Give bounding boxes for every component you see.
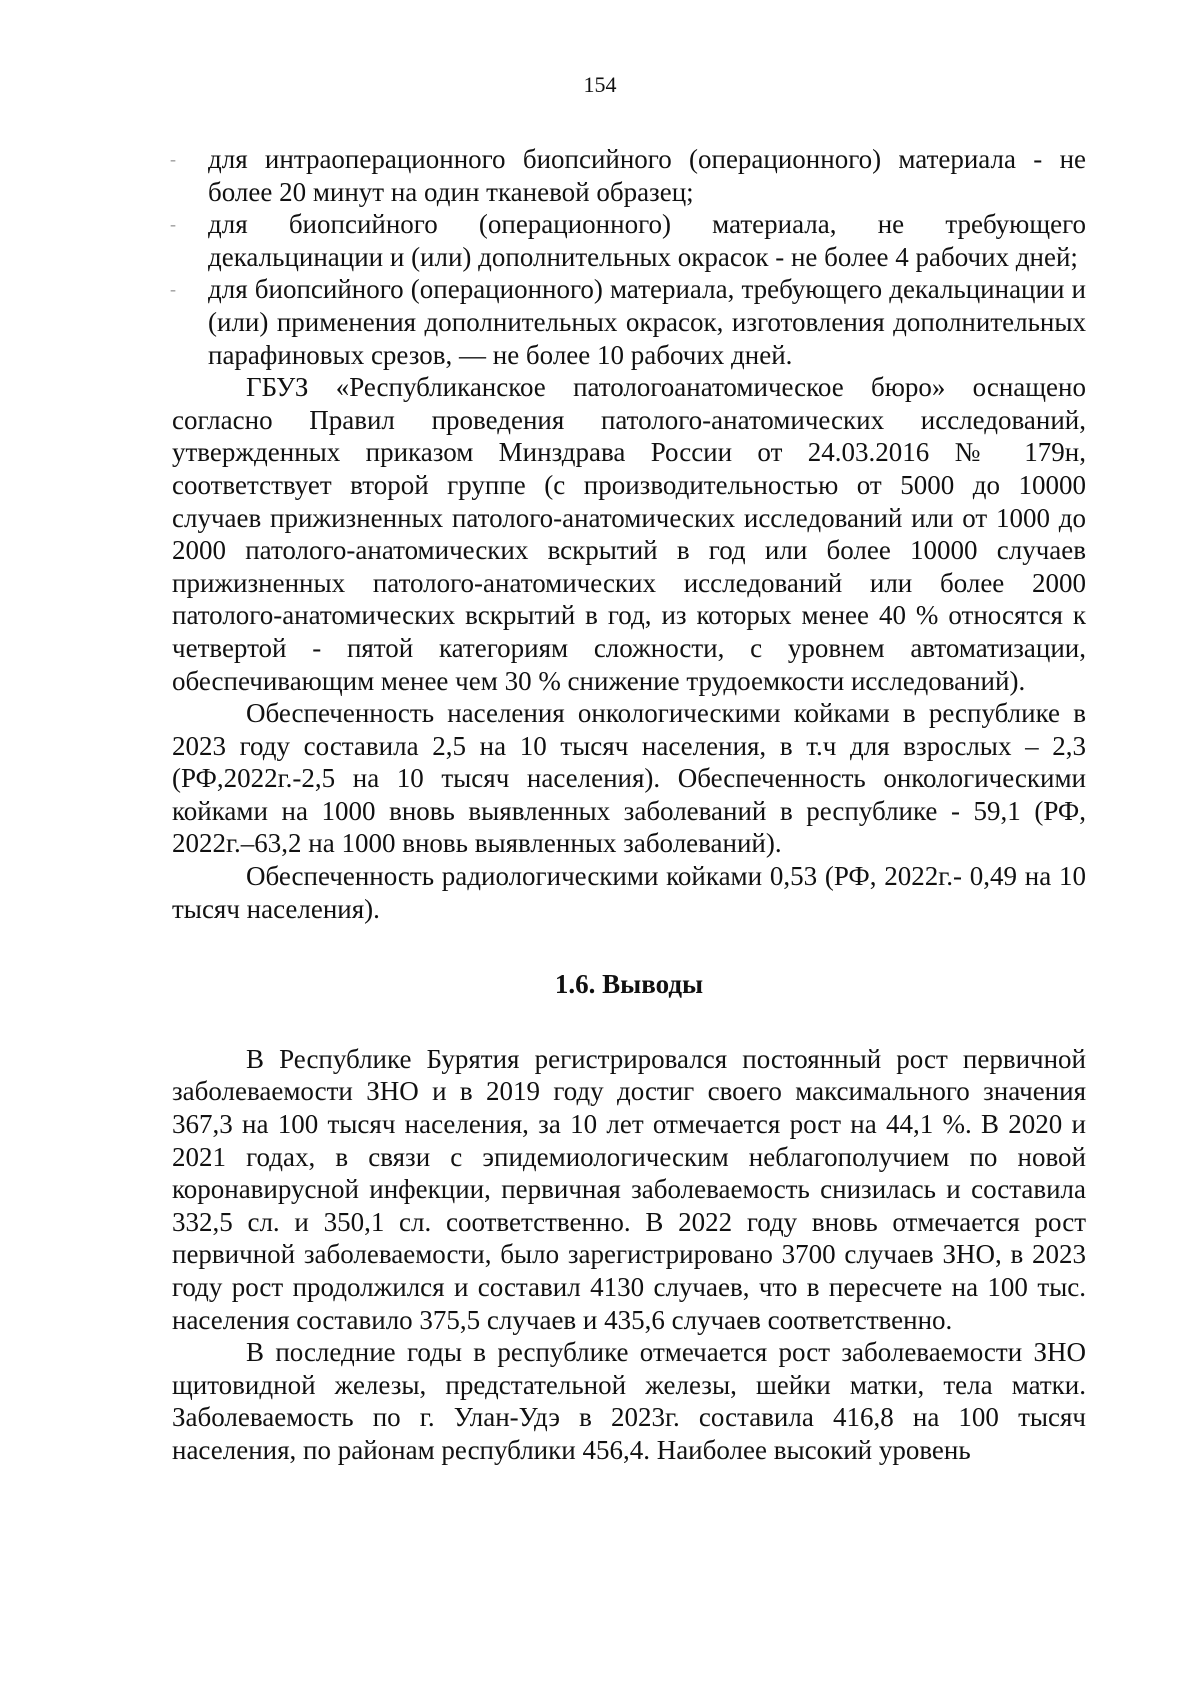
list-item — [172, 143, 1086, 208]
list-item-text: для биопсийного (операционного) материала, не требующего декальцинации и (или) дополнительных окрасок - не более 4 рабочих дней; — [208, 209, 1086, 272]
page-number: 154 — [583, 72, 617, 97]
list-item — [172, 273, 1086, 371]
paragraph-radiology-beds: Обеспеченность радиологическими койками 0,53 (РФ, 2022г.- 0,49 на 10 тысяч населения). — [172, 861, 1086, 924]
bullet-marker: - — [170, 149, 176, 169]
bullet-marker: - — [170, 214, 176, 235]
document-body — [172, 143, 1086, 1467]
list-item-text: для интраоперационного биопсийного (операционного) материала - не более 20 минут на один тканевой образец; — [208, 144, 1086, 207]
paragraph-oncology-beds: Обеспеченность населения онкологическими койками в республике в 2023 году составила 2,5 на 10 тысяч населения, в т.ч для взрослых – 2,3 (РФ,2022г.-2,5 на 10 тысяч населения). Обеспеченность онкологическими койками на 1000 вновь выявленных заболеваний в республике - 59,1 (РФ, 2022г.–63,2 на 1000 вновь выявленных заболеваний). — [172, 698, 1086, 859]
list-item — [172, 208, 1086, 273]
paragraph-incidence-growth: В Республике Бурятия регистрировался постоянный рост первичной заболеваемости ЗНО и в 2019 году достиг своего максимального значения 367,3 на 100 тысяч населения, за 10 лет отмечается рост на 44,1 %. В 2020 и 2021 годах, в связи с эпидемиологическим неблагополучием по новой коронавирусной инфекции, первичная заболеваемость снизилась и составила 332,5 сл. и 350,1 сл. соответственно. В 2022 году вновь отмечается рост первичной заболеваемости, было зарегистрировано 3700 случаев ЗНО, в 2023 году рост продолжился и составил 4130 случаев, что в пересчете на 100 тыс. населения составило 375,5 случаев и 435,6 случаев соответственно. — [172, 1043, 1086, 1335]
paragraph-recent-trends: В последние годы в республике отмечается рост заболеваемости ЗНО щитовидной железы, предстательной железы, шейки матки, тела матки. Заболеваемость по г. Улан-Удэ в 2023г. составила 416,8 на 100 тысяч населения, по районам республики 456,4. Наиболее высокий уровень — [172, 1337, 1086, 1465]
section-heading: 1.6. Выводы — [554, 969, 704, 1000]
list-item-text: для биопсийного (операционного) материала, требующего декальцинации и (или) применения дополнительных окрасок, изготовления дополнительных парафиновых срезов, — не более 10 рабочих дней. — [208, 274, 1086, 370]
paragraph-bureau-equipment: ГБУЗ «Республиканское патологоанатомическое бюро» оснащено согласно Правил проведения патолого-анатомических исследований, утвержденных приказом Минздрава России от 24.03.2016 № 179н, соответствует второй группе (с производительностью от 5000 до 10000 случаев прижизненных патолого-анатомических исследований или от 1000 до 2000 патолого-анатомических вскрытий в год или более 10000 случаев прижизненных патолого-анатомических исследований или более 2000 патолого-анатомических вскрытий в год, из которых менее 40 % относятся к четвертой - пятой категориям сложности, с уровнем автоматизации, обеспечивающим менее чем 30 % снижение трудоемкости исследований). — [172, 372, 1086, 696]
bullet-marker: - — [170, 279, 176, 300]
